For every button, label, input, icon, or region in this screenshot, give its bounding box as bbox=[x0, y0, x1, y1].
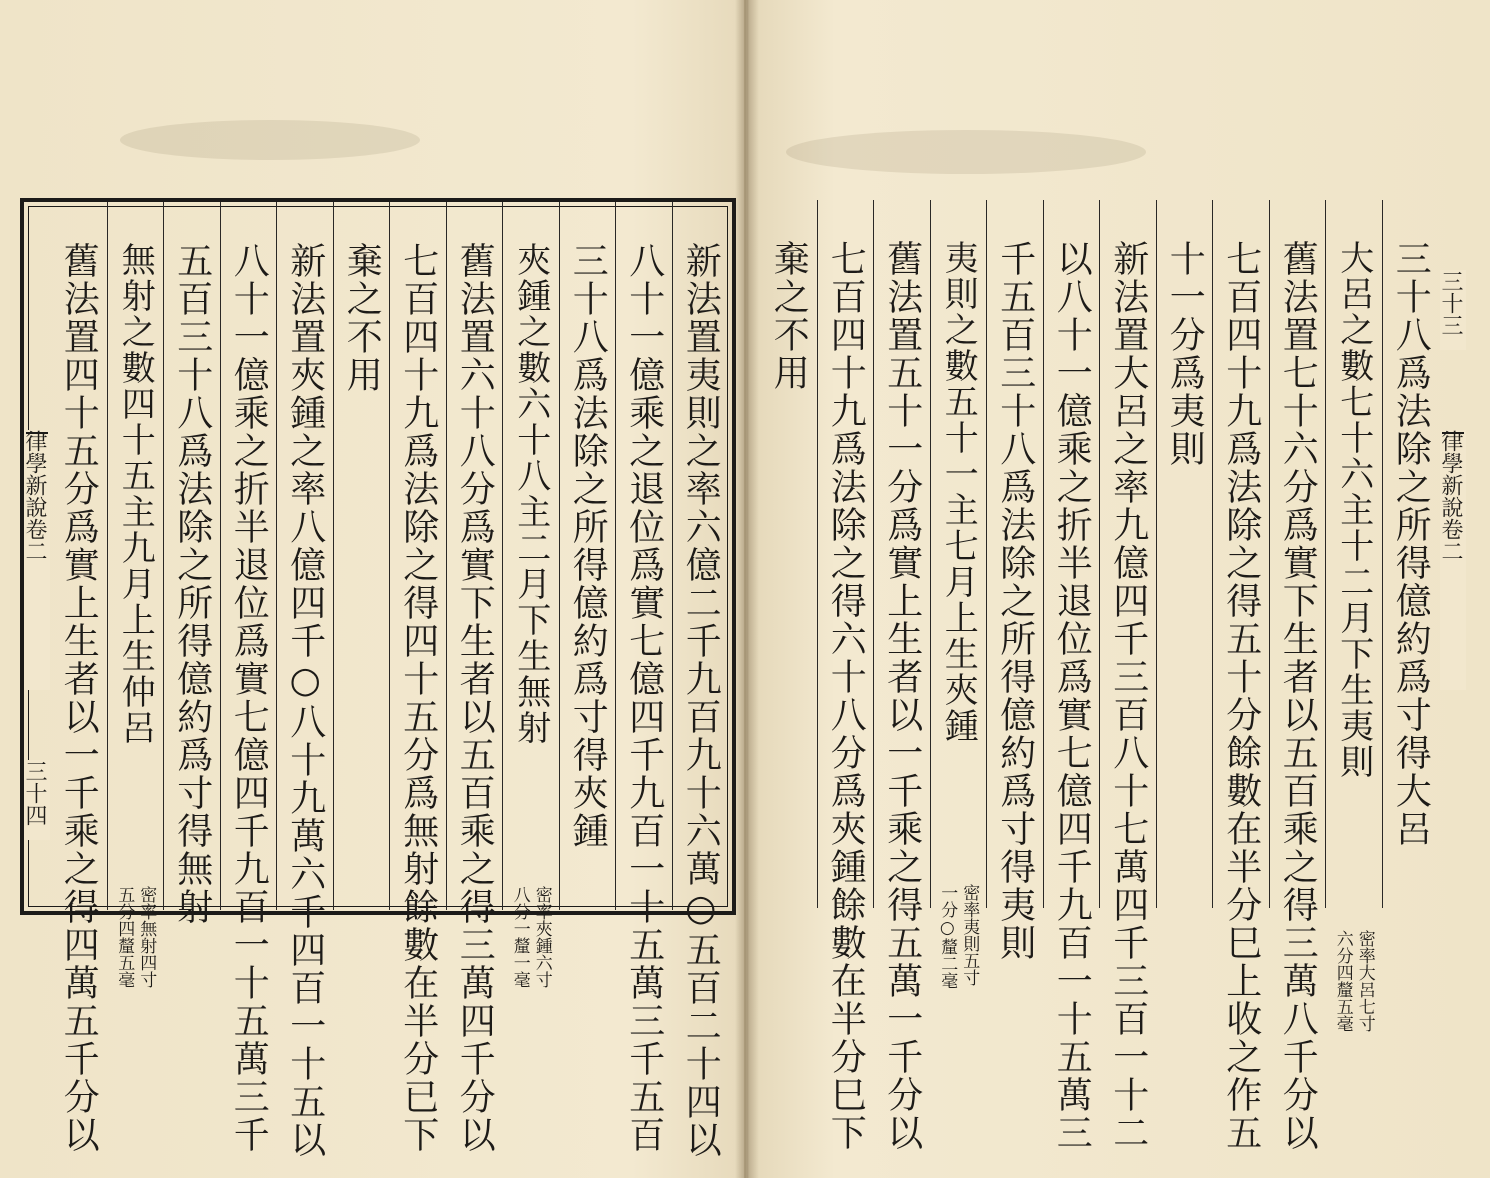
left-page-column bbox=[163, 202, 220, 926]
interlinear-note bbox=[510, 886, 552, 988]
left-page-column bbox=[220, 202, 277, 1154]
paper-stain bbox=[120, 120, 420, 160]
right-page-column bbox=[986, 200, 1043, 962]
column-text: 新法置夷則之率六億二千九百九十六萬○五百二十四以 bbox=[680, 242, 722, 1159]
note-line: 一分○釐二毫 bbox=[937, 884, 958, 989]
left-page-column bbox=[50, 202, 107, 1154]
column-text: 以八十一億乘之折半退位爲實七億四千九百一十五萬三 bbox=[1051, 240, 1093, 1152]
note-line: 密率大呂七寸 bbox=[1354, 930, 1375, 1032]
column-text: 七百四十九爲法除之得五十分餘數在半分巳上收之作五 bbox=[1220, 240, 1262, 1152]
column-text: 三十八爲法除之所得億約爲寸得大呂 bbox=[1390, 240, 1432, 848]
right-leaf-number-box bbox=[1440, 270, 1466, 350]
left-page-column bbox=[107, 202, 164, 988]
left-page-column bbox=[333, 202, 390, 910]
left-fish-tail bbox=[24, 430, 50, 690]
right-page-column bbox=[873, 200, 930, 1152]
interlinear-note bbox=[1333, 930, 1375, 1032]
left-page-column bbox=[276, 202, 333, 1159]
note-line: 密率無射四寸 bbox=[136, 886, 157, 988]
left-page-column bbox=[615, 202, 672, 1154]
column-text: 七百四十九爲法除之得四十五分爲無射餘數在半分已下 bbox=[397, 242, 439, 1154]
paper-stain bbox=[786, 130, 1146, 174]
column-text: 三十八爲法除之所得億約爲寸得夾鍾 bbox=[567, 242, 609, 850]
book-gutter bbox=[735, 0, 759, 1178]
right-page-column bbox=[1269, 200, 1326, 1152]
right-page-column bbox=[1382, 200, 1439, 908]
note-line: 密率夷則五寸 bbox=[959, 884, 980, 986]
column-text: 新法置大呂之率九億四千三百八十七萬四千三百一十二 bbox=[1107, 240, 1149, 1152]
interlinear-note bbox=[114, 886, 156, 988]
right-leaf-number: 三十三 bbox=[1438, 270, 1463, 336]
column-text: 十一分爲夷則 bbox=[1164, 240, 1206, 468]
left-page-column bbox=[446, 202, 503, 1154]
column-text: 棄之不用 bbox=[768, 240, 810, 392]
column-text: 八十一億乘之退位爲實七億四千九百一十五萬三千五百 bbox=[623, 242, 665, 1154]
left-fish-tail-title: 律學新說卷二 bbox=[22, 430, 47, 562]
note-line: 六分四釐五毫 bbox=[1332, 930, 1353, 1032]
right-fish-tail bbox=[1440, 430, 1466, 690]
left-page-column bbox=[559, 202, 616, 910]
column-text: 舊法置六十八分爲實下生者以五百乘之得三萬四千分以 bbox=[454, 242, 496, 1154]
left-page-column bbox=[389, 202, 446, 1154]
left-page-column bbox=[672, 202, 729, 1159]
column-text: 大呂之數七十六主十二月下生夷則 bbox=[1333, 240, 1374, 780]
left-page-column bbox=[502, 202, 559, 988]
column-text: 八十一億乘之折半退位爲實七億四千九百一十五萬三千 bbox=[228, 242, 270, 1154]
note-line: 八分一釐一毫 bbox=[509, 886, 530, 988]
column-text: 新法置夾鍾之率八億四千○八十九萬六千四百一十五以 bbox=[284, 242, 326, 1159]
right-page-column bbox=[1043, 200, 1100, 1152]
right-page-column bbox=[760, 200, 817, 908]
column-text: 千五百三十八爲法除之所得億約爲寸得夷則 bbox=[994, 240, 1036, 962]
note-line: 密率夾鍾六寸 bbox=[531, 886, 552, 988]
note-line: 五分四釐五毫 bbox=[114, 886, 135, 988]
fish-tail-mark bbox=[26, 416, 48, 434]
column-text: 棄之不用 bbox=[341, 242, 383, 394]
column-text: 夾鍾之數六十八主二月下生無射 bbox=[510, 242, 551, 746]
column-text: 無射之數四十五主九月上生仲呂 bbox=[115, 242, 156, 746]
right-fish-tail-title: 律學新說卷二 bbox=[1438, 430, 1463, 562]
right-page-column bbox=[930, 200, 987, 989]
column-text: 舊法置七十六分爲實下生者以五百乘之得三萬八千分以 bbox=[1277, 240, 1319, 1152]
column-text: 五百三十八爲法除之所得億約爲寸得無射 bbox=[171, 242, 213, 926]
right-page-column bbox=[1325, 200, 1382, 1032]
fish-tail-mark bbox=[1442, 416, 1464, 434]
left-leaf-number-box bbox=[24, 760, 50, 840]
column-text: 七百四十九爲法除之得六十八分爲夾鍾餘數在半分巳下 bbox=[825, 240, 867, 1152]
column-text: 舊法置四十五分爲實上生者以一千乘之得四萬五千分以 bbox=[58, 242, 100, 1154]
column-text: 舊法置五十一分爲實上生者以一千乘之得五萬一千分以 bbox=[881, 240, 923, 1152]
right-page-column bbox=[1212, 200, 1269, 1152]
right-page-column bbox=[817, 200, 874, 1152]
interlinear-note bbox=[937, 884, 979, 989]
column-text: 夷則之數五十一主七月上生夾鍾 bbox=[938, 240, 979, 744]
right-page-column bbox=[1099, 200, 1156, 1152]
left-leaf-number: 三十四 bbox=[22, 760, 47, 826]
right-page-column bbox=[1156, 200, 1213, 908]
